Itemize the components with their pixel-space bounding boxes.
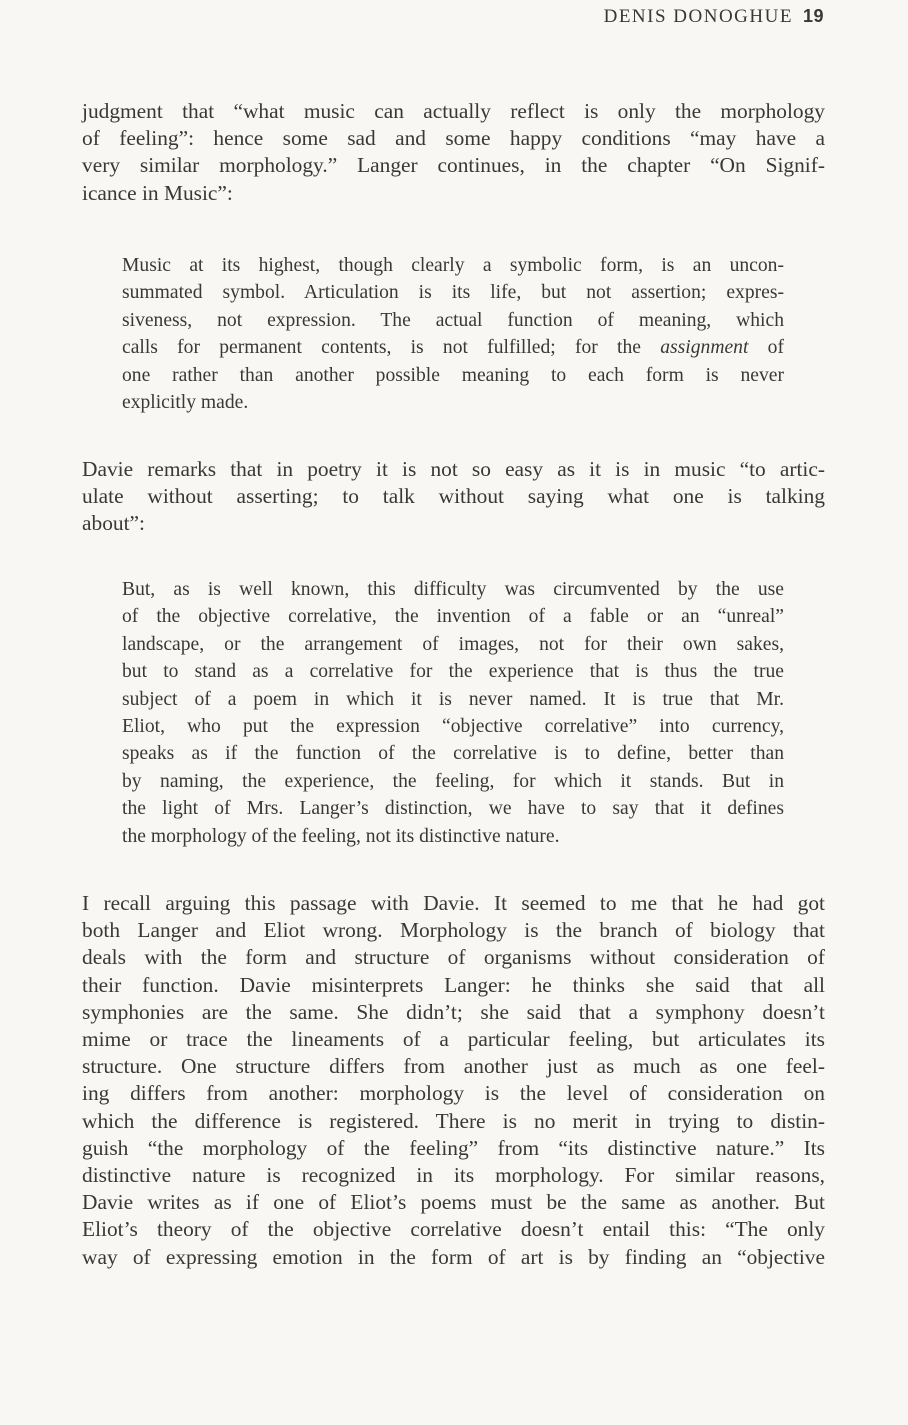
page-number: 19 — [802, 6, 824, 26]
text-line: ulate without asserting; to talk without saying what one is talking — [82, 484, 825, 509]
text-line: guish “the morphology of the feeling” from “its distinctive nature.” Its — [82, 1135, 825, 1160]
text-line: symphonies are the same. She didn’t; she said that a symphony doesn’t — [82, 999, 825, 1024]
text-line: ing differs from another: morphology is the level of consideration on — [82, 1081, 825, 1106]
quote-text: calls for permanent contents, is not fulfilled; for the — [122, 337, 641, 359]
text-line: which the difference is registered. There is no merit in trying to distin- — [82, 1108, 825, 1133]
text-line: their function. Davie misinterprets Langer: he thinks she said that all — [82, 972, 825, 997]
quote-line: the morphology of the feeling, not its distinctive nature. — [122, 825, 560, 847]
quote-line: explicitly made. — [122, 392, 249, 414]
quote-line: Eliot, who put the expression “objective correlative” into currency, — [122, 716, 784, 738]
quote-line: of the objective correlative, the invention of a fable or an “unreal” — [122, 606, 784, 628]
text-line: deals with the form and structure of organisms without consideration of — [82, 945, 825, 970]
paragraph-2 — [82, 456, 825, 538]
paragraph-1 — [82, 98, 825, 207]
quote-line: the light of Mrs. Langer’s distinction, we have to say that it defines — [122, 798, 784, 820]
text-line: both Langer and Eliot wrong. Morphology is the branch of biology that — [82, 918, 825, 943]
text-line: Davie remarks that in poetry it is not so easy as it is in music “to artic- — [82, 457, 825, 481]
quote-line: Music at its highest, though clearly a symbolic form, is an uncon- — [122, 255, 784, 276]
block-quote-2 — [122, 576, 784, 850]
block-quote-1 — [122, 252, 784, 416]
running-head — [604, 6, 824, 28]
running-head-author: DENIS DONOGHUE — [603, 6, 793, 27]
quote-line: landscape, or the arrangement of images, not for their own sakes, — [122, 633, 784, 655]
text-line: structure. One structure differs from another just as much as one feel- — [82, 1054, 825, 1079]
text-line: judgment that “what music can actually reflect is only the morphology — [82, 99, 825, 123]
quote-line: speaks as if the function of the correlative is to define, better than — [122, 743, 784, 765]
quote-line: But, as is well known, this difficulty was circumvented by the use — [122, 579, 784, 600]
paragraph-3 — [82, 890, 825, 1271]
text-line: Eliot’s theory of the objective correlative doesn’t entail this: “The only — [82, 1217, 825, 1242]
quote-line: summated symbol. Articulation is its life, but not assertion; expres- — [122, 282, 784, 304]
quote-line-with-emphasis — [122, 334, 784, 361]
text-line: of feeling”: hence some sad and some happy conditions “may have a — [82, 126, 825, 151]
quote-line: by naming, the experience, the feeling, for which it stands. But in — [122, 770, 784, 792]
text-line: icance in Music”: — [82, 180, 233, 205]
quote-line: subject of a poem in which it is never named. It is true that Mr. — [122, 688, 784, 710]
text-line: way of expressing emotion in the form of art is by finding an “objective — [82, 1244, 825, 1269]
text-line: distinctive nature is recognized in its morphology. For similar reasons, — [82, 1163, 825, 1188]
quote-line: siveness, not expression. The actual function of meaning, which — [122, 309, 784, 331]
emphasized-word: assignment — [660, 337, 749, 359]
quote-text: of — [748, 337, 784, 359]
text-line: Davie writes as if one of Eliot’s poems must be the same as another. But — [82, 1190, 825, 1215]
quote-line: one rather than another possible meaning to each form is never — [122, 364, 784, 386]
text-line: mime or trace the lineaments of a particular feeling, but articulates its — [82, 1027, 825, 1052]
text-line: very similar morphology.” Langer continues, in the chapter “On Signif- — [82, 153, 825, 178]
quote-line: but to stand as a correlative for the experience that is thus the true — [122, 661, 784, 683]
text-line: about”: — [82, 511, 145, 536]
text-line: I recall arguing this passage with Davie. It seemed to me that he had got — [82, 891, 825, 915]
